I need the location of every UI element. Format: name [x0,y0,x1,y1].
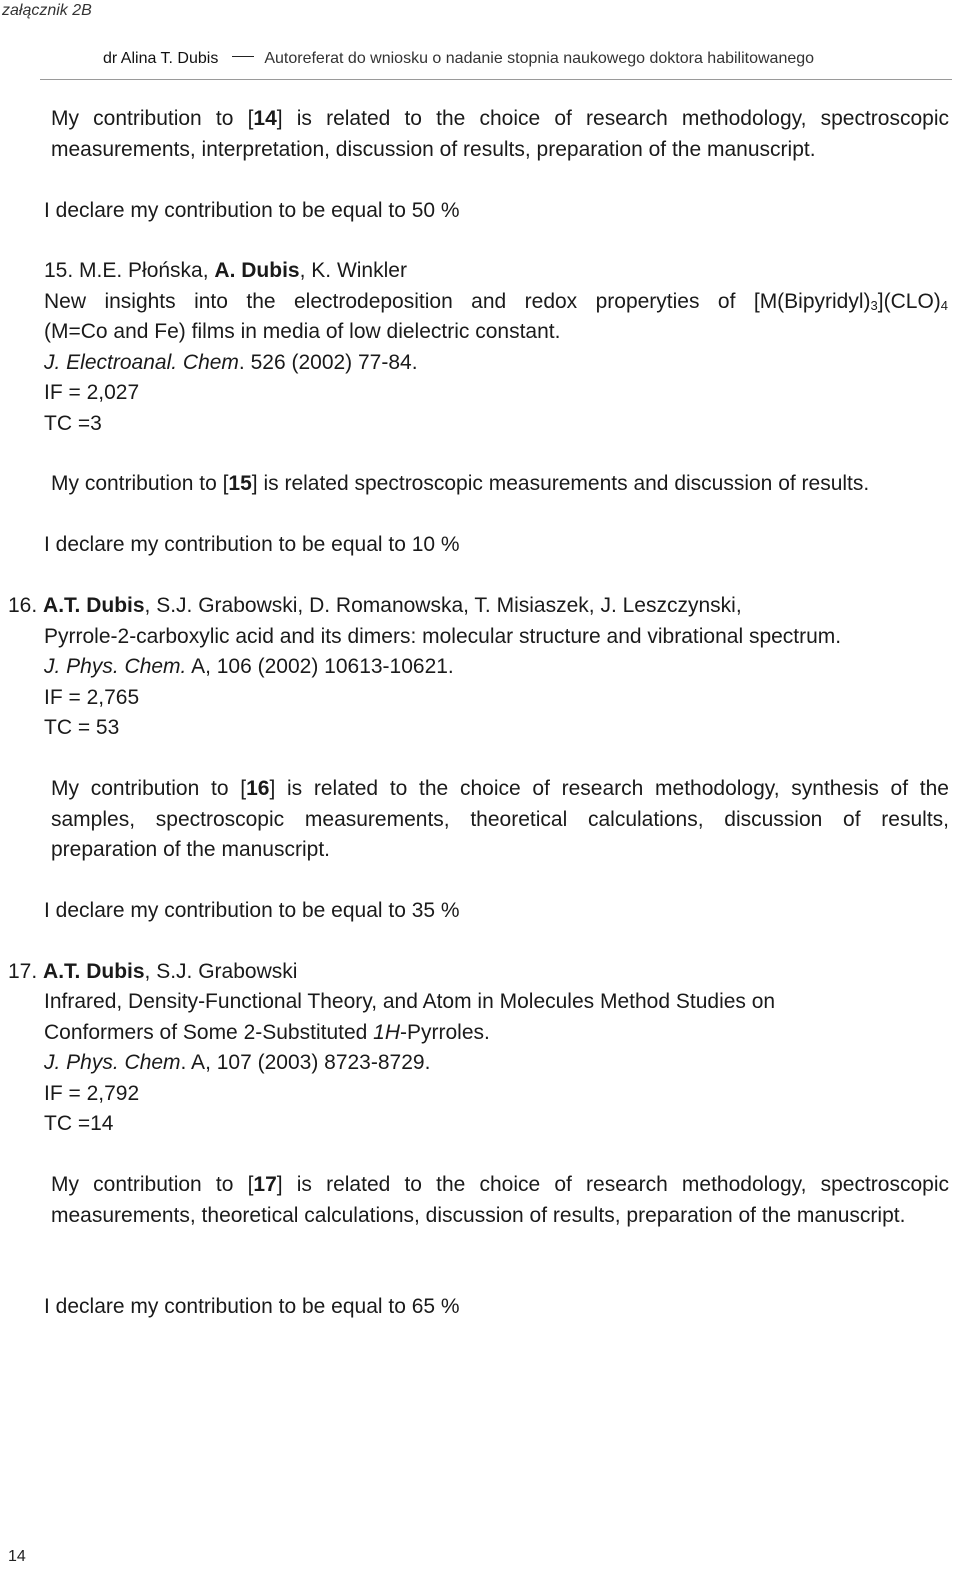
header-author: dr Alina T. Dubis [103,50,219,67]
pub16-times-cited: TC = 53 [44,716,120,739]
pub15-title-line2: (M=Co and Fe) films in media of low dielectric constant. [44,320,561,343]
header-rule [40,79,952,80]
contribution-15: My contribution to [15] is related spectroscopic measurements and discussion of results. [51,472,870,495]
pub16-title: Pyrrole-2-carboxylic acid and its dimers: molecular structure and vibrational spectrum. [44,625,842,648]
contribution-17: My contribution to [17] is related to the choice of research methodology, spectroscopic measurements, theoretical calculations, discussion of results, preparation of the manuscript. [51,1173,949,1227]
contribution-14: My contribution to [14] is related to the choice of research methodology, spectroscopic measurements, interpretation, discussion of results, preparation of the manuscript. [51,107,949,161]
header-title: Autoreferat do wniosku o nadanie stopnia naukowego doktora habilitowanego [264,50,815,67]
pub17-impact-factor: IF = 2,792 [44,1082,140,1105]
declaration-15: I declare my contribution to be equal to 10 % [44,533,460,556]
pub17-title-line1: Infrared, Density-Functional Theory, and Atom in Molecules Method Studies on [44,990,776,1013]
running-header [103,50,814,68]
pub15-citation: J. Electroanal. Chem. 526 (2002) 77-84. [44,351,418,374]
pub17-times-cited: TC =14 [44,1112,114,1135]
pub16-citation: J. Phys. Chem. A, 106 (2002) 10613-10621. [44,655,454,678]
pub17-title-line2: Conformers of Some 2-Substituted 1H-Pyrroles. [44,1021,490,1044]
pub17-citation: J. Phys. Chem. A, 107 (2003) 8723-8729. [44,1051,431,1074]
contribution-16: My contribution to [16] is related to the choice of research methodology, synthesis of the samples, spectroscopic measurements, theoretical calculations, discussion of results, preparation of the manuscript. [51,777,949,862]
page-number: 14 [8,1548,26,1565]
declaration-16: I declare my contribution to be equal to 35 % [44,899,460,922]
annex-label: załącznik 2B [2,2,92,19]
declaration-14: I declare my contribution to be equal to 50 % [44,199,460,222]
pub15-title-line1: New insights into the electrodeposition and redox properyties of $[M(Bipyridyl)_3](CLO)_4$ [44,290,948,313]
pub15-authors: 15. M.E. Płońska, A. Dubis, K. Winkler [44,259,407,282]
header-dash [232,56,254,57]
pub16-impact-factor: IF = 2,765 [44,686,140,709]
declaration-17: I declare my contribution to be equal to 65 % [44,1295,460,1318]
pub15-impact-factor: IF = 2,027 [44,381,140,404]
pub16-authors: 16. A.T. Dubis, S.J. Grabowski, D. Romanowska, T. Misiaszek, J. Leszczynski, [8,594,742,617]
pub17-authors: 17. A.T. Dubis, S.J. Grabowski [8,960,298,983]
pub15-times-cited: TC =3 [44,412,102,435]
